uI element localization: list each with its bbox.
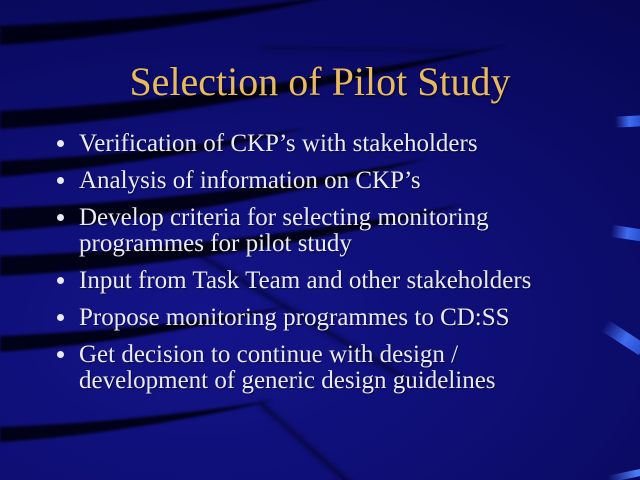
bullet-icon [57, 351, 64, 358]
swoosh-curve [0, 0, 342, 45]
list-item [56, 268, 592, 294]
bullet-icon [57, 140, 64, 147]
right-edge-ribbon-icon [615, 115, 640, 127]
swoosh-curve [0, 400, 275, 442]
slide-title: Selection of Pilot Study [129, 59, 511, 104]
bullet-text: Analysis of information on CKP’s [79, 167, 421, 194]
bullet-icon [57, 314, 64, 321]
bullet-text: Develop criteria for selecting monitoring programmes for pilot study [79, 204, 489, 257]
list-item [56, 305, 592, 331]
list-item [56, 342, 592, 394]
bullet-icon [57, 177, 64, 184]
bullet-text: Propose monitoring programmes to CD:SS [79, 304, 510, 331]
bullet-icon [57, 277, 64, 284]
list-item [56, 205, 592, 257]
bullet-icon [57, 214, 64, 221]
bullet-list [56, 131, 592, 405]
bullet-text: Input from Task Team and other stakeholders [79, 267, 532, 294]
bullet-text: Get decision to continue with design / development of generic design guidelines [79, 341, 496, 394]
bullet-text: Verification of CKP’s with stakeholders [79, 130, 478, 157]
list-item [56, 131, 592, 157]
list-item [56, 168, 592, 194]
